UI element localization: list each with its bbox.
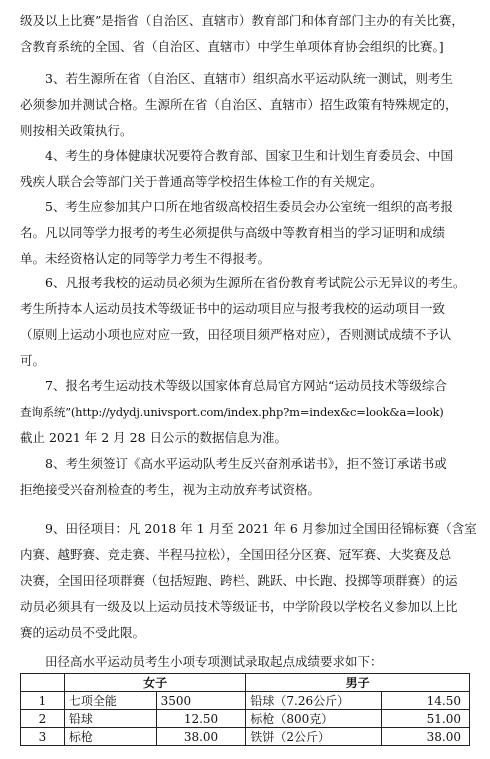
paragraph-4	[20, 143, 472, 195]
text-line: 9、田径项目：凡 2018 年 1 月至 2021 年 6 月参加过全国田径锦标赛（含室	[45, 521, 477, 536]
text-line: 名。凡以同等学力报考的考生必须提供与高级中等教育相当的学习证明和成绩	[20, 225, 446, 240]
paragraph-5	[20, 194, 472, 272]
text-line: 考生所持本人运动员技术等级证书中的运动项目应与报考我校的运动项目一致	[20, 301, 446, 316]
text-line: 6、凡报考我校的运动员必须为生源所在省份教育考试院公示无异议的考生。	[45, 275, 466, 290]
male-score: 51.00	[382, 710, 470, 728]
text-line: 查询系统”(http://ydydj.univsport.com/index.php?m=index&c=look&a=look)	[20, 405, 444, 419]
female-event: 七项全能	[64, 692, 156, 710]
table-header-blank	[21, 674, 65, 692]
paragraph-7	[20, 373, 472, 451]
row-number: 2	[21, 710, 65, 728]
table-row	[21, 728, 470, 746]
text-line: 决赛，全国田径项群赛（包括短跑、跨栏、跳跃、中长跑、投掷等项群赛）的运	[20, 573, 458, 588]
text-line: 含教育系统的全国、省（自治区、直辖市）中学生单项体育协会组织的比赛。]	[20, 39, 444, 54]
female-event: 铅球	[64, 710, 156, 728]
text-line: 必须参加并测试合格。生源所在省（自治区、直辖市）招生政策有特殊规定的，	[20, 97, 458, 112]
text-line: 则按相关政策执行。	[20, 123, 133, 138]
male-event: 铅球（7.26公斤）	[246, 692, 382, 710]
text-line: 4、考生的身体健康状况要符合教育部、国家卫生和计划生育委员会、中国	[45, 148, 453, 163]
row-number: 3	[21, 728, 65, 746]
text-line: （原则上运动小项也应对应一致，田径项目须严格对应），否则测试成绩不予认	[20, 327, 452, 342]
row-number: 1	[21, 692, 65, 710]
text-line: 赛的运动员不受此限。	[20, 625, 146, 640]
text-line: 7、报名考生运动技术等级以国家体育总局官方网站“运动员技术等级综合	[45, 378, 447, 393]
paragraph-8	[20, 451, 472, 503]
female-score: 12.50	[156, 710, 246, 728]
table-row	[21, 692, 470, 710]
text-line: 残疾人联合会等部门关于普通高等学校招生体检工作的有关规定。	[20, 174, 383, 189]
female-score: 38.00	[156, 728, 246, 746]
text-line: 动员必须具有一级及以上运动员技术等级证书，中学阶段以学校名义参加以上比	[20, 599, 458, 614]
table-row	[21, 710, 470, 728]
text-line: 单。未经资格认定的同等学力考生不得报考。	[20, 251, 271, 266]
paragraph-3	[20, 66, 472, 144]
female-event: 标枪	[64, 728, 156, 746]
male-score: 14.50	[382, 692, 470, 710]
female-score: 3500	[156, 692, 246, 710]
text-line: 可。	[20, 353, 46, 368]
paragraph-6	[20, 270, 472, 374]
header-female: 女子	[64, 674, 246, 692]
text-line: 8、考生须签订《高水平运动队考生反兴奋剂承诺书》，拒不签订承诺书或	[45, 456, 447, 471]
header-male: 男子	[246, 674, 470, 692]
male-event: 铁饼（2公斤）	[246, 728, 382, 746]
text-line: 5、考生应参加其户口所在地省级高校招生委员会办公室统一组织的高考报	[45, 199, 453, 214]
text-line: 截止 2021 年 2 月 28 日公示的数据信息为准。	[20, 430, 288, 445]
text-line: 级及以上比赛”是指省（自治区、直辖市）教育部门和体育部门主办的有关比赛，	[20, 13, 464, 28]
table-caption: 田径高水平运动员考生小项专项测试录取起点成绩要求如下：	[45, 654, 383, 669]
male-event: 标枪（800克）	[246, 710, 382, 728]
text-line: 内赛、越野赛、竞走赛、半程马拉松），全国田径分区赛、冠军赛、大奖赛及总	[20, 547, 452, 562]
table-header-row	[21, 674, 470, 692]
paragraph-9	[20, 516, 477, 646]
paragraph-2-continued	[20, 8, 472, 60]
results-table	[20, 673, 470, 746]
text-line: 拒绝接受兴奋剂检查的考生，视为主动放弃考试资格。	[20, 482, 321, 497]
text-line: 3、若生源所在省（自治区、直辖市）组织高水平运动队统一测试，则考生	[45, 71, 453, 86]
male-score: 38.00	[382, 728, 470, 746]
